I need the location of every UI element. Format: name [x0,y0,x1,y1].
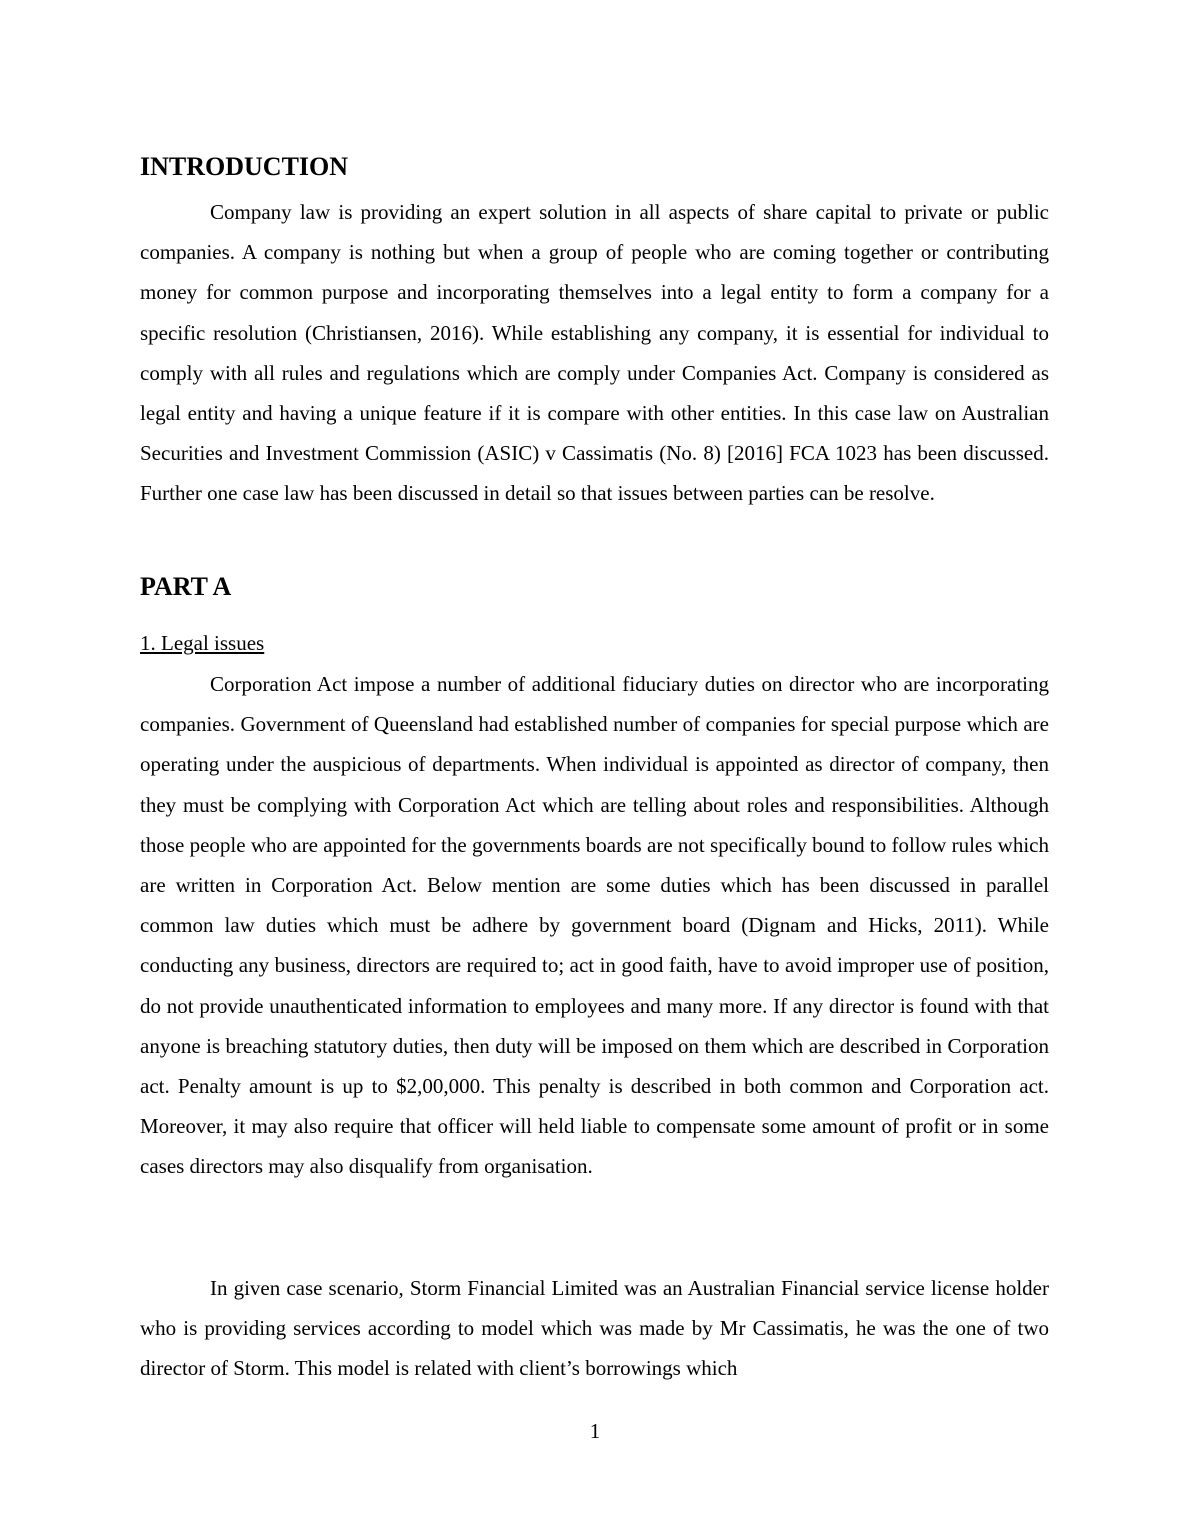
introduction-paragraph: Company law is providing an expert solution in all aspects of share capital to private or public companies. A company is nothing but when a group of people who are coming together or contributing money for common purpose and incorporating themselves into a legal entity to form a company for a specific resolution (Christiansen, 2016). While establishing any company, it is essential for individual to comply with all rules and regulations which are comply under Companies Act. Company is considered as legal entity and having a unique feature if it is compare with other entities. In this case law on Australian Securities and Investment Commission (ASIC) v Cassimatis (No. 8) [2016] FCA 1023 has been discussed. Further one case law has been discussed in detail so that issues between parties can be resolve. [140,200,1049,506]
legal-issues-subheading: 1. Legal issues [140,631,265,655]
legal-issues-paragraph-2: In given case scenario, Storm Financial Limited was an Australian Financial service license holder who is providing services according to model which was made by Mr Cassimatis, he was the one of two director of Storm. This model is related with client’s borrowings which [140,1276,1049,1381]
introduction-heading: INTRODUCTION [140,152,349,181]
part-a-heading: PART A [140,572,232,601]
page-number: 1 [589,1419,601,1443]
legal-issues-paragraph-1: Corporation Act impose a number of additional fiduciary duties on director who are incorporating companies. Government of Queensland had established number of companies for special purpose which are operating under the auspicious of departments. When individual is appointed as director of company, then they must be complying with Corporation Act which are telling about roles and responsibilities. Although those people who are appointed for the governments boards are not specifically bound to follow rules which are written in Corporation Act. Below mention are some duties which has been discussed in parallel common law duties which must be adhere by government board (Dignam and Hicks, 2011). While conducting any business, directors are required to; act in good faith, have to avoid improper use of position, do not provide unauthenticated information to employees and many more. If any director is found with that anyone is breaching statutory duties, then duty will be imposed on them which are described in Corporation act. Penalty amount is up to $2,00,000. This penalty is described in both common and Corporation act. Moreover, it may also require that officer will held liable to compensate some amount of profit or in some cases directors may also disqualify from organisation. [140,672,1049,1179]
